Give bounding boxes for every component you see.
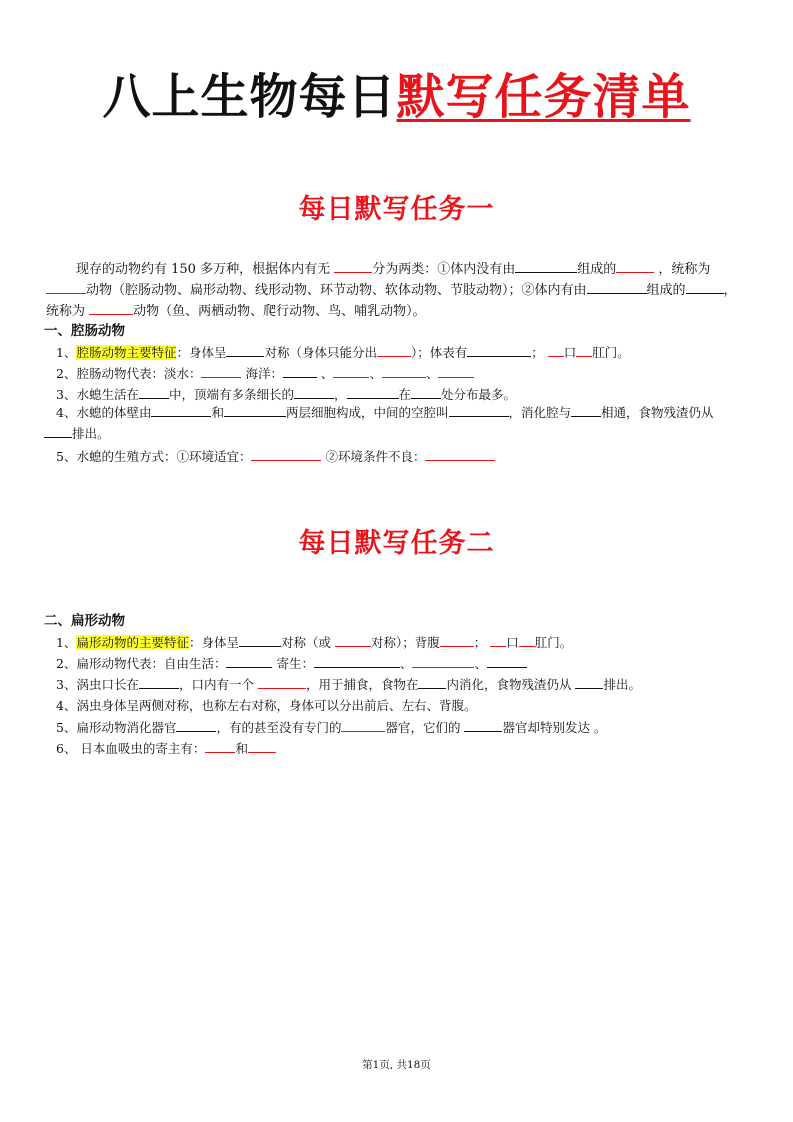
task2-item-5: 5、扁形动物消化器官 ，有的甚至没有专门的 器官，它们的 器官却特别发达 。 (56, 720, 607, 735)
task1-title: 每日默写任务一 (298, 194, 495, 225)
task1-item-2: 2、腔肠动物代表：淡水： 海洋： 、 、 、 (56, 364, 474, 382)
highlighted-term: 腔肠动物主要特征 (76, 345, 177, 360)
task1-intro: 现存的动物约有 150 多万种，根据体内有无 分为两类：①体内没有由 组成的 ，统称为动物（腔肠动物、扁形动物、线形动物、环节动物、软体动物、节肢动物）；②体内有由 组成的 ，统称为 动物（鱼、两栖动物、爬行动物、鸟、哺乳动物）。 (46, 262, 737, 319)
highlighted-term: 扁形动物的主要特征 (76, 635, 189, 650)
task1-item-3: 3、水螅生活在 中，顶端有多条细长的 ， 在 处分布最多。 (56, 387, 517, 402)
task1-item-5: 5、水螅的生殖方式：①环境适宜： ②环境条件不良： (56, 447, 495, 465)
page-number: 第1页, 共18页 (362, 1059, 431, 1071)
task2-item-2: 2、扁形动物代表：自由生活： 寄生： 、 、 (56, 654, 527, 672)
section-heading-flatworms: 二、扁形动物 (44, 613, 125, 629)
section-heading-coelenterates: 一、腔肠动物 (44, 323, 125, 339)
task2-item-6: 6、 日本血吸虫的寄主有： 和 (56, 739, 276, 757)
task1-item-1: 1、腔肠动物主要特征：身体呈 对称（身体只能分出 ）；体表有 ； 口 肛门。 (56, 345, 630, 360)
task1-item-4: 4、水螅的体壁由 和 两层细胞构成，中间的空腔叫 ，消化腔与 相通，食物残渣仍从排出。 (44, 402, 734, 444)
page-title (0, 58, 793, 127)
task2-item-3: 3、涡虫口长在 ，口内有一个 ，用于捕食，食物在 内消化，食物残渣仍从 排出。 (56, 677, 641, 692)
task2-title: 每日默写任务二 (298, 528, 495, 559)
task2-item-4: 4、涡虫身体呈两侧对称，也称左右对称，身体可以分出前后、左右、背腹。 (56, 698, 477, 713)
page-title-part2: 默写任务清单 (396, 69, 691, 125)
task2-item-1: 1、扁形动物的主要特征：身体呈 对称（或 对称）；背腹 ； 口 肛门。 (56, 635, 573, 650)
page-title-part1: 八上生物每日 (102, 69, 397, 125)
